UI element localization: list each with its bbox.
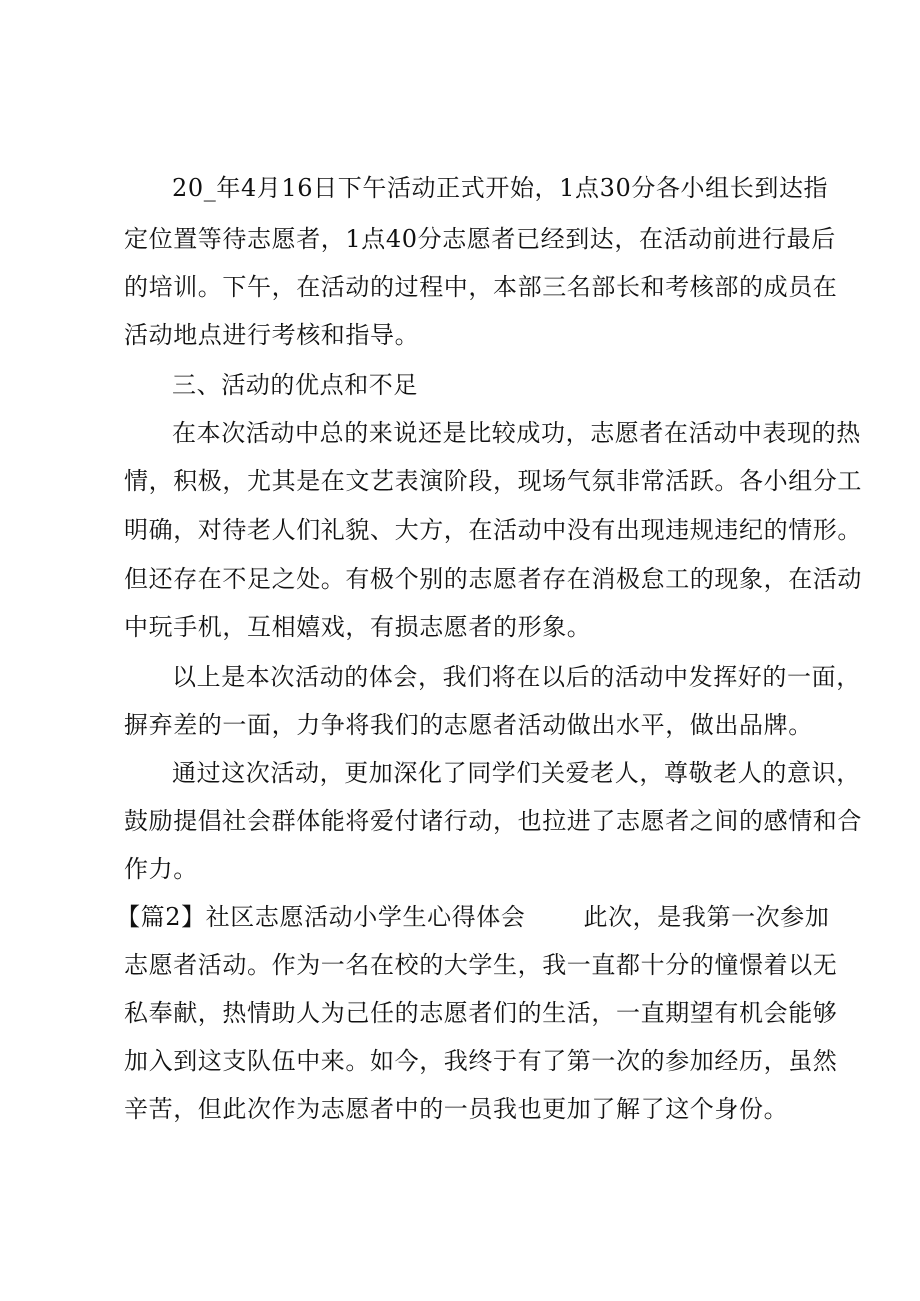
article-2-first-line: [116, 902, 829, 932]
article-2-title: 【篇2】社区志愿活动小学生心得体会: [116, 903, 526, 931]
paragraph-2-line-4: 但还存在不足之处。有极个别的志愿者存在消极怠工的现象，在活动: [124, 565, 862, 593]
article-2-line-3: 私奉献，热情助人为己任的志愿者们的生活，一直期望有机会能够: [124, 999, 838, 1027]
paragraph-3-line-1: 以上是本次活动的体会，我们将在以后的活动中发挥好的一面，: [172, 663, 861, 691]
paragraph-1-line-3: 的培训。下午，在活动的过程中，本部三名部长和考核部的成员在: [124, 273, 838, 301]
paragraph-4-line-2: 鼓励提倡社会群体能将爱付诸行动，也拉进了志愿者之间的感情和合: [124, 807, 862, 835]
paragraph-1-line-2: 定位置等待志愿者，1点40分志愿者已经到达，在活动前进行最后: [124, 225, 836, 253]
article-2-line-4: 加入到这支队伍中来。如今，我终于有了第一次的参加经历，虽然: [124, 1047, 838, 1075]
paragraph-4-line-1: 通过这次活动，更加深化了同学们关爱老人，尊敬老人的意识，: [172, 759, 861, 787]
article-2-first-line-text: 此次，是我第一次参加: [583, 903, 830, 931]
paragraph-2-line-2: 情，积极，尤其是在文艺表演阶段，现场气氛非常活跃。各小组分工: [124, 467, 862, 495]
paragraph-2-line-1: 在本次活动中总的来说还是比较成功，志愿者在活动中表现的热: [172, 419, 861, 447]
paragraph-2-line-5: 中玩手机，互相嬉戏，有损志愿者的形象。: [124, 613, 592, 641]
paragraph-1-line-1: 20_年4月16日下午活动正式开始，1点30分各小组长到达指: [172, 174, 829, 202]
paragraph-3-line-2: 摒弃差的一面，力争将我们的志愿者活动做出水平，做出品牌。: [124, 711, 813, 739]
article-2-line-2: 志愿者活动。作为一名在校的大学生，我一直都十分的憧憬着以无: [124, 951, 838, 979]
section-heading: 三、活动的优点和不足: [172, 371, 418, 399]
paragraph-4-line-3: 作力。: [124, 855, 198, 883]
article-2-line-5: 辛苦，但此次作为志愿者中的一员我也更加了解了这个身份。: [124, 1095, 789, 1123]
paragraph-2-line-3: 明确，对待老人们礼貌、大方，在活动中没有出现违规违纪的情形。: [124, 516, 862, 544]
paragraph-1-line-4: 活动地点进行考核和指导。: [124, 321, 420, 349]
